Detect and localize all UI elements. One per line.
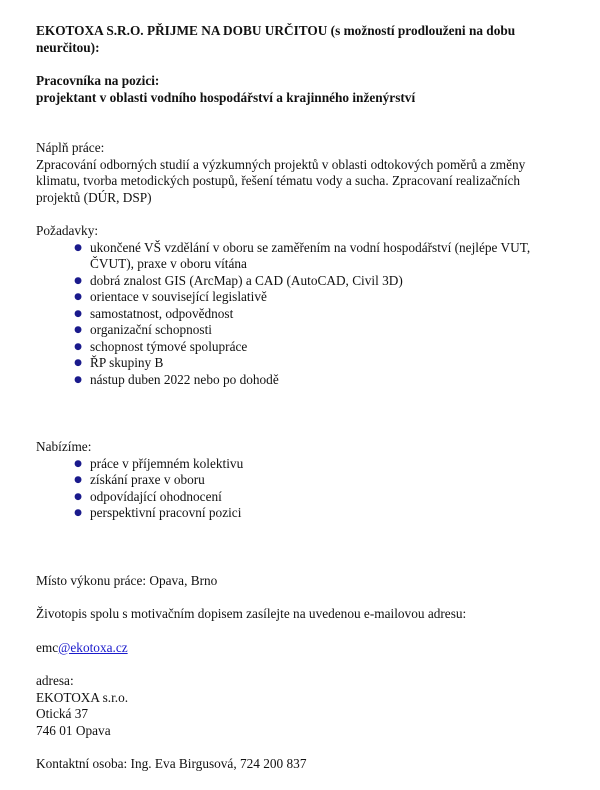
- address-company: EKOTOXA s.r.o.: [36, 689, 129, 705]
- requirement-item: [74, 355, 566, 372]
- bullet-dot-icon: ●: [74, 341, 82, 352]
- address-label: adresa:: [36, 673, 74, 688]
- requirement-item: [74, 272, 566, 290]
- requirement-item: [74, 305, 566, 323]
- spacer: [36, 589, 566, 606]
- requirement-text: samostatnost, odpovědnost: [90, 305, 234, 321]
- position-label: Pracovníka na pozici:: [36, 73, 160, 88]
- bullet-dot-icon: ●: [74, 292, 82, 302]
- spacer: [36, 106, 566, 140]
- bullet-dot-icon: ●: [74, 508, 82, 518]
- requirement-item: [74, 289, 566, 306]
- headline: EKOTOXA S.R.O. PŘIJME NA DOBU URČITOU (s možností prodlouženi na dobu neurčitou):: [36, 23, 516, 55]
- cv-instruction: Životopis spolu s motivačním dopisem zasílejte na uvedenou e-mailovou adresu:: [36, 606, 467, 621]
- offer-item: [74, 455, 566, 473]
- bullet-dot-icon: ●: [74, 491, 82, 502]
- bullet-dot-icon: ●: [74, 458, 82, 469]
- email-line: [36, 640, 566, 657]
- spacer: [36, 739, 566, 756]
- offer-text: získání praxe v oboru: [90, 472, 205, 487]
- bullet-dot-icon: ●: [74, 475, 82, 485]
- spacer: [36, 522, 566, 556]
- bullet-dot-icon: ●: [74, 308, 82, 319]
- offer-text: práce v příjemném kolektivu: [90, 455, 244, 471]
- offer-item: [74, 488, 566, 506]
- offer-item: [74, 472, 566, 489]
- requirement-text: ŘP skupiny B: [90, 355, 164, 370]
- contact-person: Kontaktní osoba: Ing. Eva Birgusová, 724 200 837: [36, 756, 307, 771]
- requirement-item: [74, 371, 566, 389]
- offer-list: [36, 456, 566, 522]
- bullet-dot-icon: ●: [74, 275, 82, 286]
- job-description-label: Náplň práce:: [36, 140, 105, 155]
- position-title: projektant v oblasti vodního hospodářství a krajinného inženýrství: [36, 89, 416, 105]
- spacer: [36, 388, 566, 422]
- address-city: 746 01 Opava: [36, 722, 111, 738]
- offer-text: perspektivní pracovní pozici: [90, 505, 242, 520]
- requirement-text: organizační schopnosti: [90, 322, 212, 337]
- bullet-dot-icon: ●: [74, 242, 82, 253]
- spacer: [36, 656, 566, 673]
- bullet-dot-icon: ●: [74, 358, 82, 368]
- requirement-item: [74, 322, 566, 339]
- requirement-item: [74, 239, 566, 273]
- requirement-text: schopnost týmové spolupráce: [90, 338, 248, 354]
- bullet-dot-icon: ●: [74, 374, 82, 385]
- requirement-item: [74, 338, 566, 356]
- email-link[interactable]: @ekotoxa.cz: [58, 639, 128, 655]
- requirement-text: ukončené VŠ vzdělání v oboru se zaměřením na vodní hospodářství (nejlépe VUT, ČVUT), praxe v oboru vítána: [90, 239, 531, 271]
- requirement-text: orientace v související legislativě: [90, 289, 267, 304]
- spacer: [36, 56, 566, 73]
- offer-text: odpovídající ohodnocení: [90, 488, 222, 504]
- requirement-text: nástup duben 2022 nebo po dohodě: [90, 371, 279, 387]
- job-posting-document: [36, 22, 566, 773]
- bullet-dot-icon: ●: [74, 325, 82, 335]
- offer-label: Nabízíme:: [36, 439, 92, 454]
- offer-item: [74, 505, 566, 522]
- spacer: [36, 422, 566, 439]
- requirements-label: Požadavky:: [36, 223, 99, 238]
- spacer: [36, 206, 566, 223]
- spacer: [36, 556, 566, 573]
- requirement-text: dobrá znalost GIS (ArcMap) a CAD (AutoCAD, Civil 3D): [90, 272, 403, 288]
- spacer: [36, 623, 566, 640]
- requirements-list: [36, 240, 566, 389]
- email-prefix: emc: [36, 639, 59, 655]
- job-description-text: Zpracování odborných studií a výzkumných projektů v oblasti odtokových poměrů a změny klimatu, tvorba metodických postupů, řešení tématu vody a sucha. Zpracovaní realizačních projektů (DÚR, DSP): [36, 156, 526, 205]
- address-street: Otická 37: [36, 706, 89, 721]
- workplace: Místo výkonu práce: Opava, Brno: [36, 572, 218, 588]
